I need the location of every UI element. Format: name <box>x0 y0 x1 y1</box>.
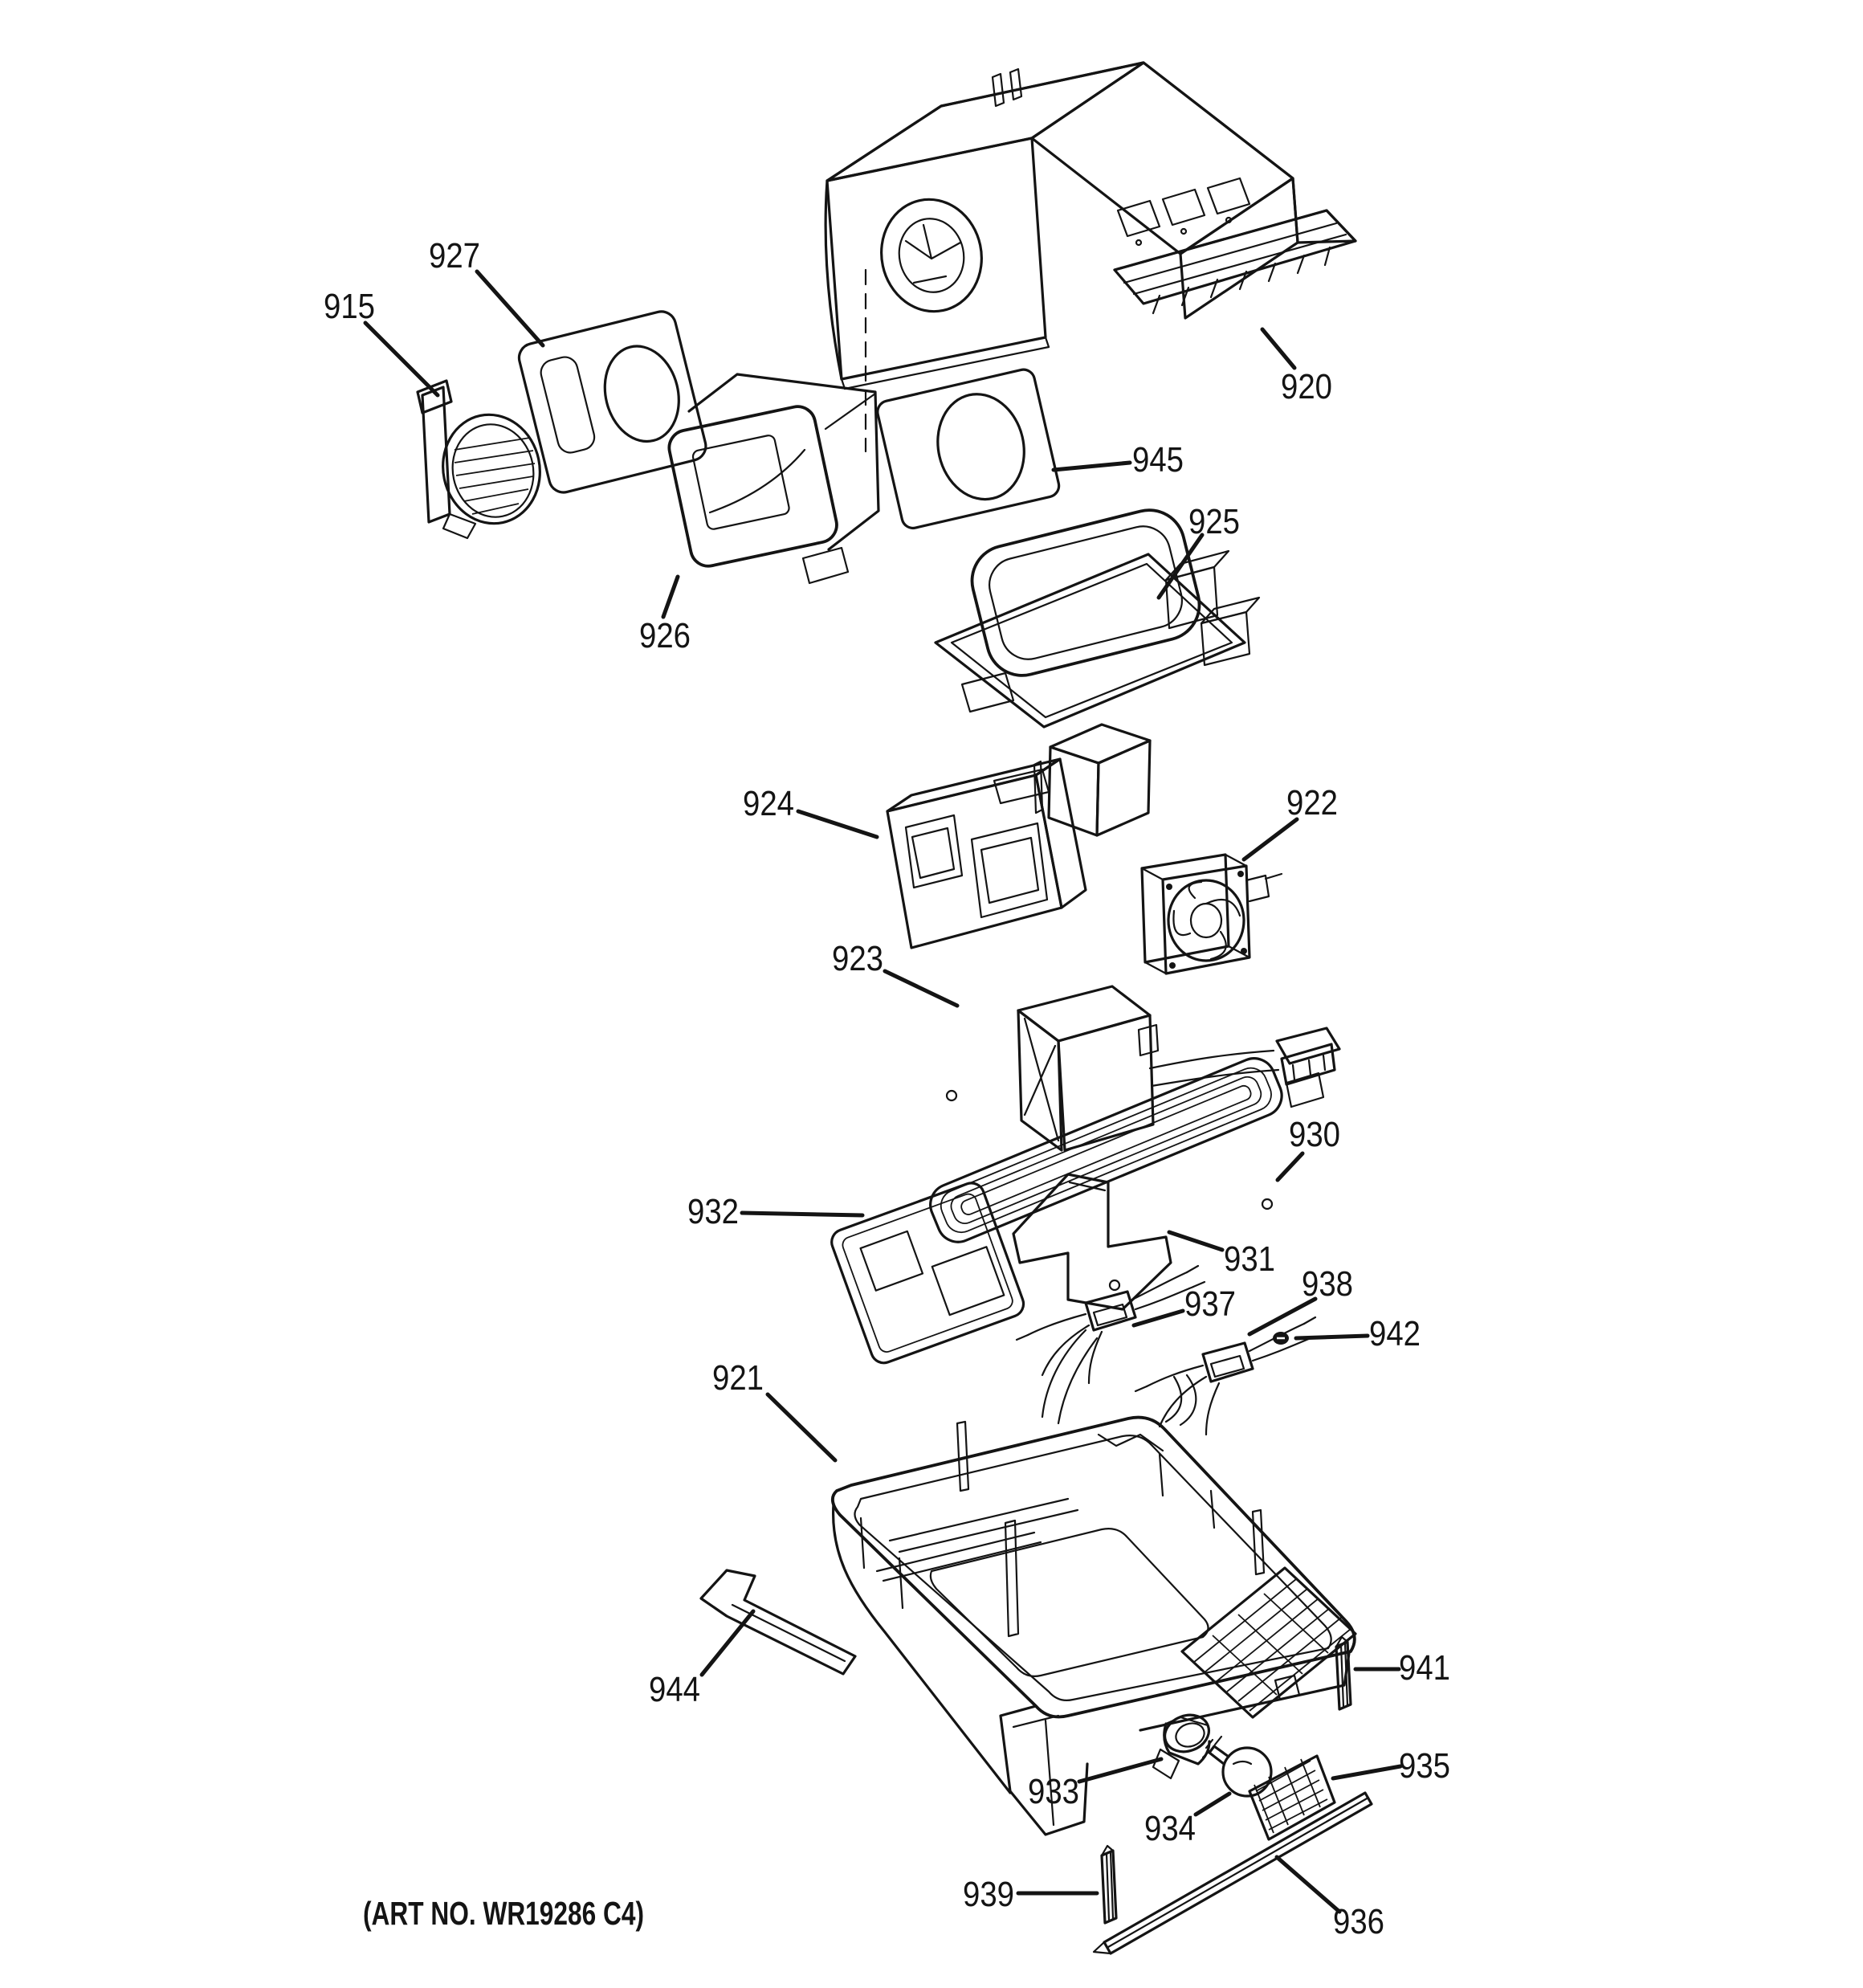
line-art-stroke <box>1168 880 1244 961</box>
leader-line-932 <box>742 1213 862 1215</box>
line-art-stroke <box>1136 240 1141 245</box>
leader-line-938 <box>1249 1299 1315 1334</box>
line-art-stroke <box>947 1091 956 1100</box>
line-art-stroke <box>1150 1051 1278 1086</box>
line-art-stroke <box>841 1192 1015 1354</box>
line-art-stroke <box>803 548 848 583</box>
line-art-stroke <box>1118 201 1160 236</box>
line-art-stroke <box>964 503 1207 683</box>
line-art-stroke <box>1099 1435 1163 1451</box>
part-932-drawing <box>828 1179 1027 1366</box>
leader-line-915 <box>365 323 438 395</box>
line-art-stroke <box>931 1529 1209 1676</box>
line-art-stroke <box>1036 759 1086 908</box>
part-label-915: 915 <box>324 287 375 326</box>
line-art-stroke <box>981 838 1038 903</box>
line-art-stroke <box>1249 1756 1335 1839</box>
line-art-stroke <box>952 564 1232 717</box>
line-art-stroke <box>1237 871 1244 877</box>
line-art-stroke <box>1032 63 1293 254</box>
part-934-drawing <box>1203 1737 1271 1796</box>
line-art-stroke <box>828 1179 1027 1366</box>
line-art-stroke <box>826 63 1355 379</box>
part-label-934: 934 <box>1144 1809 1196 1848</box>
line-art-stroke <box>1181 229 1186 234</box>
line-art-stroke <box>912 828 954 878</box>
line-art-stroke <box>875 367 1061 530</box>
part-label-925: 925 <box>1188 502 1240 541</box>
line-art-stroke <box>962 673 1013 712</box>
part-label-944: 944 <box>649 1670 700 1709</box>
line-art-stroke <box>710 450 805 512</box>
line-art-stroke <box>538 354 597 455</box>
leader-line-930 <box>1278 1153 1302 1180</box>
line-art-stroke <box>957 1422 968 1491</box>
part-935-drawing <box>1249 1756 1335 1839</box>
line-art-stroke <box>861 1231 923 1291</box>
leader-line-942 <box>1296 1336 1368 1338</box>
line-art-stroke <box>964 503 1207 683</box>
part-920-drawing <box>826 63 1355 451</box>
part-label-936: 936 <box>1333 1902 1384 1941</box>
leader-line-920 <box>1262 329 1294 368</box>
part-label-930: 930 <box>1289 1115 1340 1154</box>
part-label-926: 926 <box>639 616 691 655</box>
line-art-stroke <box>1166 884 1172 890</box>
part-label-935: 935 <box>1399 1746 1450 1786</box>
leader-line-923 <box>885 971 957 1006</box>
part-921-drawing <box>833 1330 1355 1835</box>
line-art-stroke <box>1233 1761 1251 1764</box>
line-art-stroke <box>845 347 1049 389</box>
line-art-stroke <box>960 1084 1253 1216</box>
line-art-stroke <box>936 554 1245 727</box>
line-art-stroke <box>1203 1343 1253 1382</box>
leader-line-924 <box>798 811 877 837</box>
leader-line-936 <box>1277 1857 1339 1912</box>
part-945-drawing <box>875 367 1061 530</box>
leader-line-944 <box>702 1611 753 1675</box>
line-art-stroke <box>906 225 960 283</box>
line-art-stroke <box>1223 1748 1271 1796</box>
part-label-941: 941 <box>1399 1648 1450 1688</box>
leader-line-937 <box>1134 1311 1183 1325</box>
leader-line-933 <box>1079 1759 1161 1782</box>
part-922-drawing <box>1142 855 1282 974</box>
line-art-stroke <box>1241 948 1247 954</box>
line-art-stroke <box>993 74 1004 106</box>
line-art-stroke <box>932 1247 1005 1315</box>
part-label-931: 931 <box>1224 1239 1275 1279</box>
line-art-stroke <box>1050 725 1150 763</box>
line-art-stroke <box>701 1570 855 1674</box>
line-art-stroke <box>854 1435 1331 1700</box>
line-art-stroke <box>842 337 1049 389</box>
line-art-stroke <box>1139 1025 1158 1055</box>
line-art-stroke <box>827 138 1046 379</box>
leader-line-922 <box>1244 819 1297 859</box>
leader-line-921 <box>768 1394 835 1460</box>
line-art-stroke <box>924 1052 1288 1248</box>
line-art-stroke <box>927 386 1034 508</box>
line-art-stroke <box>936 1063 1276 1238</box>
part-936-drawing <box>1094 1793 1372 1953</box>
part-927-drawing <box>516 308 709 496</box>
part-label-937: 937 <box>1184 1284 1236 1324</box>
line-art-stroke <box>1142 855 1249 974</box>
part-926-drawing <box>666 374 879 583</box>
line-art-stroke <box>1086 1292 1135 1330</box>
part-939-drawing <box>1102 1846 1116 1923</box>
line-art-stroke <box>1097 741 1150 835</box>
line-art-stroke <box>1163 190 1205 225</box>
part-label-938: 938 <box>1302 1264 1353 1304</box>
line-art-stroke <box>689 374 879 549</box>
leader-line-934 <box>1196 1794 1229 1815</box>
part-label-920: 920 <box>1281 367 1332 406</box>
line-art-stroke <box>595 338 688 449</box>
line-art-stroke <box>1001 1706 1087 1835</box>
line-art-stroke <box>826 394 875 429</box>
part-label-921: 921 <box>712 1358 764 1398</box>
part-942-drawing <box>1273 1332 1289 1345</box>
leader-line-945 <box>1054 463 1130 470</box>
part-925-drawing <box>936 503 1259 835</box>
line-art-stroke <box>1262 1199 1272 1209</box>
part-label-923: 923 <box>832 939 883 978</box>
part-label-932: 932 <box>687 1192 739 1231</box>
line-art-stroke <box>1191 904 1221 937</box>
part-label-927: 927 <box>429 236 480 276</box>
part-label-924: 924 <box>743 784 794 823</box>
line-art-stroke <box>1246 874 1282 901</box>
art-no-note: (ART NO. WR19286 C4) <box>363 1895 644 1932</box>
line-art-stroke <box>692 435 791 530</box>
line-art-stroke <box>1042 1330 1196 1425</box>
part-label-933: 933 <box>1028 1772 1079 1811</box>
line-art-stroke <box>1169 962 1176 969</box>
leader-line-927 <box>477 271 543 345</box>
part-924-drawing <box>887 759 1086 948</box>
line-art-stroke <box>1010 69 1021 100</box>
leader-line-931 <box>1169 1232 1222 1250</box>
part-label-922: 922 <box>1286 783 1338 823</box>
line-art-stroke <box>1253 1510 1264 1574</box>
part-930-drawing <box>924 1052 1288 1248</box>
line-art-stroke <box>1124 223 1336 283</box>
part-label-945: 945 <box>1132 440 1184 480</box>
part-944-drawing <box>701 1570 855 1674</box>
part-label-939: 939 <box>963 1875 1014 1914</box>
leader-line-926 <box>663 577 678 617</box>
line-art-stroke <box>1208 178 1249 214</box>
leader-line-935 <box>1333 1766 1400 1778</box>
line-art-stroke <box>666 403 840 569</box>
part-938-drawing <box>1135 1317 1315 1435</box>
part-label-942: 942 <box>1369 1314 1421 1353</box>
line-art-stroke <box>666 403 840 569</box>
line-art-stroke <box>877 1499 1078 1581</box>
line-art-stroke <box>1110 1280 1119 1290</box>
line-art-stroke <box>833 1418 1355 1717</box>
line-art-stroke <box>827 63 1143 181</box>
